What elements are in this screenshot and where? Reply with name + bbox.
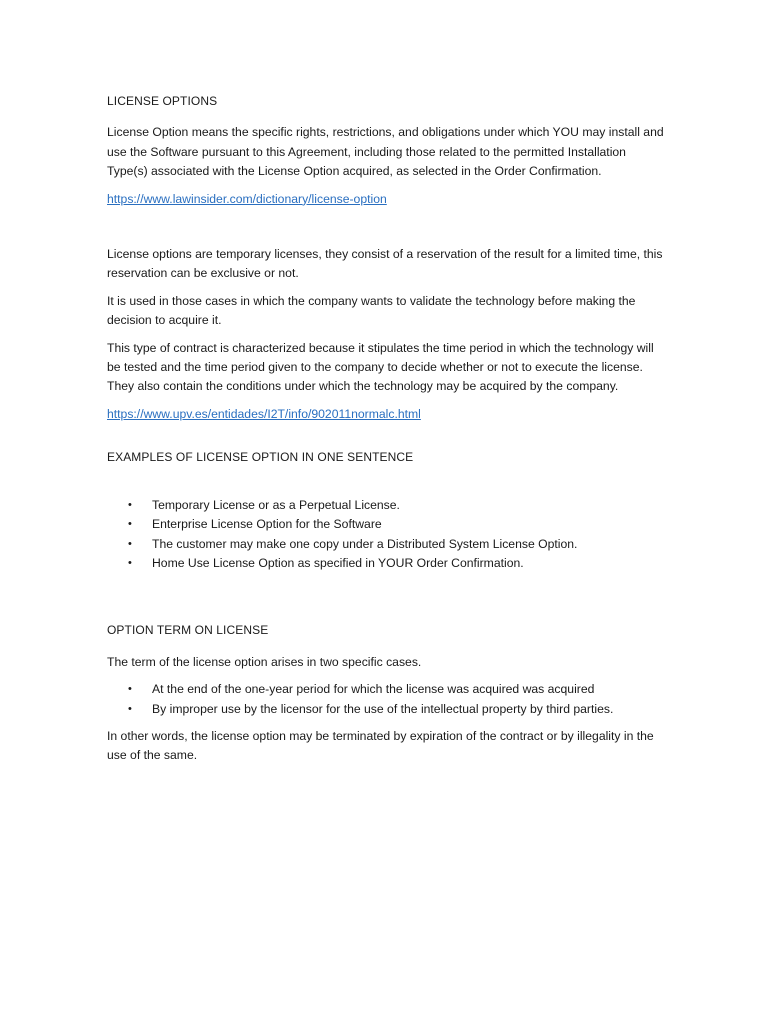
contract-characteristics-paragraph: This type of contract is characterized because it stipulates the time period in which the technology will be tested and the time period given to the company to decide whether or not to execute the license. They also contain the conditions under which the technology may be acquired by the company. [107,340,654,394]
bullet-icon: • [128,498,132,511]
list-item [107,515,667,534]
list-item-text: Enterprise License Option for the Software [152,517,382,532]
heading-examples: EXAMPLES OF LICENSE OPTION IN ONE SENTENCE [107,450,414,465]
list-item [107,700,667,719]
list-item-text: Temporary License or as a Perpetual License. [152,497,400,512]
heading-license-options: LICENSE OPTIONS [107,94,218,108]
lawinsider-link-line [107,190,667,209]
bullet-icon: • [128,683,132,696]
document-body [107,92,667,774]
list-item [107,535,667,554]
option-term-intro: The term of the license option arises in two specific cases. [107,654,422,669]
list-item-text: By improper use by the licensor for the use of the intellectual property by third parties. [152,701,614,716]
option-term-conclusion: In other words, the license option may be terminated by expiration of the contract or by illegality in the use of the same. [107,728,654,763]
upv-link-line [107,405,667,424]
bullet-icon: • [128,702,132,715]
spacer [107,217,667,245]
bullet-icon: • [128,556,132,569]
list-item-text: At the end of the one-year period for which the license was acquired was acquired [152,682,595,697]
validation-paragraph: It is used in those cases in which the company wants to validate the technology before making the decision to acquire it. [107,293,636,328]
list-item-text: Home Use License Option as specified in YOUR Order Confirmation. [152,555,524,570]
license-option-definition: License Option means the specific rights, restrictions, and obligations under which YOU may install and use the Software pursuant to this Agreement, including those related to the permitted Installation Type(s) associated with the License Option acquired, as selected in the Order Confirmation. [107,125,664,179]
list-item [107,554,667,573]
lawinsider-link[interactable]: https://www.lawinsider.com/dictionary/license-option [107,191,387,206]
list-item-text: The customer may make one copy under a Distributed System License Option. [152,536,578,551]
upv-link[interactable]: https://www.upv.es/entidades/I2T/info/902011normalc.html [107,406,421,421]
spacer [107,480,667,496]
list-item [107,680,667,699]
bullet-icon: • [128,518,132,531]
option-term-list [107,680,667,719]
heading-option-term: OPTION TERM ON LICENSE [107,623,269,638]
list-item [107,496,667,515]
temporary-licenses-paragraph: License options are temporary licenses, they consist of a reservation of the result for a limited time, this reservation can be exclusive or not. [107,247,663,281]
bullet-icon: • [128,537,132,550]
spacer [107,432,667,448]
examples-list [107,496,667,574]
spacer [107,581,667,621]
